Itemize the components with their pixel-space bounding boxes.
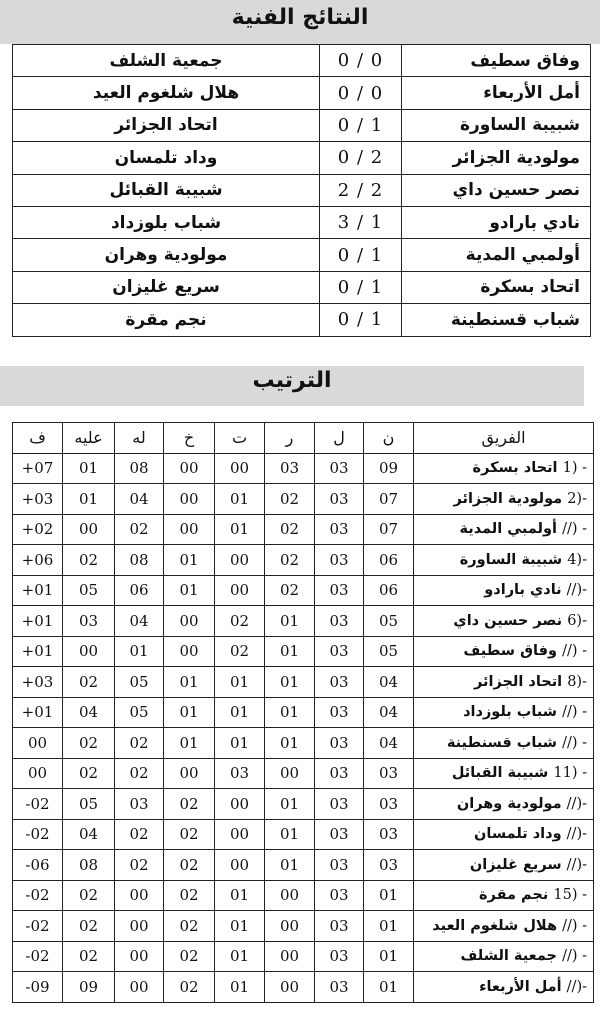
match-score: 0 / 1 bbox=[320, 271, 402, 303]
rank-label: //) - bbox=[562, 948, 587, 965]
standings-row bbox=[13, 819, 594, 850]
draw: 00 bbox=[215, 453, 265, 484]
team-name: شباب بلوزداد bbox=[463, 704, 557, 721]
team-name: وفاق سطيف bbox=[463, 643, 557, 660]
team-cell bbox=[414, 606, 594, 637]
header-won: ر bbox=[265, 423, 315, 454]
goals-for: 05 bbox=[115, 667, 164, 698]
played: 03 bbox=[315, 789, 364, 820]
rank-label: //)- bbox=[566, 795, 587, 812]
goal-diff: +01 bbox=[13, 606, 63, 637]
goals-against: 04 bbox=[63, 697, 115, 728]
played: 03 bbox=[315, 636, 364, 667]
draw: 00 bbox=[215, 819, 265, 850]
away-team: هلال شلغوم العيد bbox=[13, 77, 320, 109]
won: 00 bbox=[265, 911, 315, 942]
points: 04 bbox=[364, 728, 414, 759]
draw: 03 bbox=[215, 758, 265, 789]
rank-label: 1) - bbox=[562, 460, 587, 477]
goals-for: 00 bbox=[115, 911, 164, 942]
standings-row bbox=[13, 697, 594, 728]
won: 00 bbox=[265, 880, 315, 911]
draw: 01 bbox=[215, 911, 265, 942]
goals-against: 02 bbox=[63, 911, 115, 942]
goals-for: 04 bbox=[115, 606, 164, 637]
goals-for: 05 bbox=[115, 697, 164, 728]
home-team: شبيبة الساورة bbox=[402, 109, 591, 141]
team-cell bbox=[414, 667, 594, 698]
results-table bbox=[12, 44, 591, 337]
goal-diff: +01 bbox=[13, 575, 63, 606]
team-name: نصر حسين داي bbox=[453, 612, 563, 629]
team-name: نجم مقرة bbox=[479, 887, 549, 904]
away-team: وداد تلمسان bbox=[13, 142, 320, 174]
rank-label: 2)- bbox=[567, 490, 587, 507]
rank-label: //)- bbox=[566, 978, 587, 995]
points: 06 bbox=[364, 575, 414, 606]
standings-row bbox=[13, 789, 594, 820]
team-cell bbox=[414, 636, 594, 667]
team-cell bbox=[414, 545, 594, 576]
standings-row bbox=[13, 636, 594, 667]
goal-diff: -06 bbox=[13, 850, 63, 881]
team-name: شبيبة القبائل bbox=[451, 765, 549, 782]
goals-for: 00 bbox=[115, 941, 164, 972]
draw: 00 bbox=[215, 575, 265, 606]
standings-row bbox=[13, 758, 594, 789]
goal-diff: +02 bbox=[13, 514, 63, 545]
lost: 02 bbox=[164, 880, 215, 911]
match-score: 0 / 1 bbox=[320, 239, 402, 271]
goal-diff: +01 bbox=[13, 697, 63, 728]
home-team: اتحاد بسكرة bbox=[402, 271, 591, 303]
played: 03 bbox=[315, 911, 364, 942]
results-title: النتائج الفنية bbox=[0, 0, 600, 44]
match-score: 0 / 1 bbox=[320, 109, 402, 141]
won: 01 bbox=[265, 850, 315, 881]
standings-row bbox=[13, 941, 594, 972]
won: 01 bbox=[265, 697, 315, 728]
home-team: وفاق سطيف bbox=[402, 45, 591, 77]
goals-for: 00 bbox=[115, 880, 164, 911]
team-cell bbox=[414, 880, 594, 911]
team-cell bbox=[414, 484, 594, 515]
goals-against: 04 bbox=[63, 819, 115, 850]
draw: 01 bbox=[215, 972, 265, 1003]
standings-table bbox=[12, 422, 594, 1003]
rank-label: //) - bbox=[562, 917, 587, 934]
standings-row bbox=[13, 880, 594, 911]
match-score: 3 / 1 bbox=[320, 206, 402, 238]
standings-row bbox=[13, 667, 594, 698]
played: 03 bbox=[315, 728, 364, 759]
lost: 00 bbox=[164, 636, 215, 667]
goals-against: 05 bbox=[63, 789, 115, 820]
draw: 01 bbox=[215, 667, 265, 698]
lost: 00 bbox=[164, 606, 215, 637]
goal-diff: +07 bbox=[13, 453, 63, 484]
draw: 01 bbox=[215, 880, 265, 911]
rank-label: 15) - bbox=[553, 887, 587, 904]
lost: 00 bbox=[164, 758, 215, 789]
lost: 02 bbox=[164, 819, 215, 850]
header-diff: ف bbox=[13, 423, 63, 454]
goals-against: 01 bbox=[63, 453, 115, 484]
team-name: مولودية وهران bbox=[456, 795, 562, 812]
points: 07 bbox=[364, 514, 414, 545]
team-cell bbox=[414, 697, 594, 728]
lost: 01 bbox=[164, 728, 215, 759]
points: 01 bbox=[364, 911, 414, 942]
points: 07 bbox=[364, 484, 414, 515]
standings-row bbox=[13, 911, 594, 942]
team-name: هلال شلغوم العيد bbox=[432, 917, 557, 934]
points: 03 bbox=[364, 850, 414, 881]
rank-label: //) - bbox=[562, 521, 587, 538]
standings-row bbox=[13, 514, 594, 545]
team-name: نادي بارادو bbox=[484, 582, 562, 599]
team-cell bbox=[414, 972, 594, 1003]
team-cell bbox=[414, 575, 594, 606]
points: 04 bbox=[364, 667, 414, 698]
goal-diff: 00 bbox=[13, 758, 63, 789]
goal-diff: +01 bbox=[13, 636, 63, 667]
match-score: 0 / 2 bbox=[320, 142, 402, 174]
points: 09 bbox=[364, 453, 414, 484]
match-score: 0 / 0 bbox=[320, 77, 402, 109]
played: 03 bbox=[315, 667, 364, 698]
played: 03 bbox=[315, 819, 364, 850]
points: 03 bbox=[364, 758, 414, 789]
lost: 01 bbox=[164, 545, 215, 576]
played: 03 bbox=[315, 484, 364, 515]
points: 01 bbox=[364, 880, 414, 911]
goals-for: 02 bbox=[115, 850, 164, 881]
result-row bbox=[13, 271, 591, 303]
goals-for: 04 bbox=[115, 484, 164, 515]
won: 00 bbox=[265, 972, 315, 1003]
goal-diff: +06 bbox=[13, 545, 63, 576]
won: 01 bbox=[265, 819, 315, 850]
goals-against: 05 bbox=[63, 575, 115, 606]
home-team: أولمبي المدية bbox=[402, 239, 591, 271]
away-team: اتحاد الجزائر bbox=[13, 109, 320, 141]
result-row bbox=[13, 304, 591, 336]
team-name: أمل الأربعاء bbox=[479, 978, 562, 995]
lost: 02 bbox=[164, 972, 215, 1003]
goals-for: 03 bbox=[115, 789, 164, 820]
goals-for: 08 bbox=[115, 453, 164, 484]
header-goals-for: له bbox=[115, 423, 164, 454]
team-name: مولودية الجزائر bbox=[453, 490, 563, 507]
team-cell bbox=[414, 758, 594, 789]
team-cell bbox=[414, 850, 594, 881]
team-cell bbox=[414, 453, 594, 484]
draw: 01 bbox=[215, 697, 265, 728]
draw: 01 bbox=[215, 941, 265, 972]
goals-for: 06 bbox=[115, 575, 164, 606]
goals-against: 02 bbox=[63, 758, 115, 789]
draw: 00 bbox=[215, 789, 265, 820]
lost: 02 bbox=[164, 911, 215, 942]
goals-against: 01 bbox=[63, 484, 115, 515]
goal-diff: -02 bbox=[13, 880, 63, 911]
goals-for: 01 bbox=[115, 636, 164, 667]
goals-against: 02 bbox=[63, 545, 115, 576]
lost: 00 bbox=[164, 484, 215, 515]
rank-label: //)- bbox=[566, 856, 587, 873]
draw: 00 bbox=[215, 545, 265, 576]
won: 02 bbox=[265, 484, 315, 515]
standings-title: الترتيب bbox=[0, 366, 584, 406]
lost: 00 bbox=[164, 453, 215, 484]
played: 03 bbox=[315, 545, 364, 576]
result-row bbox=[13, 206, 591, 238]
standings-row bbox=[13, 972, 594, 1003]
played: 03 bbox=[315, 514, 364, 545]
standings-row bbox=[13, 850, 594, 881]
lost: 02 bbox=[164, 941, 215, 972]
team-cell bbox=[414, 819, 594, 850]
played: 03 bbox=[315, 697, 364, 728]
result-row bbox=[13, 239, 591, 271]
lost: 02 bbox=[164, 789, 215, 820]
goal-diff: -02 bbox=[13, 789, 63, 820]
team-cell bbox=[414, 941, 594, 972]
away-team: شبيبة القبائل bbox=[13, 174, 320, 206]
won: 00 bbox=[265, 941, 315, 972]
result-row bbox=[13, 109, 591, 141]
rank-label: 8)- bbox=[567, 673, 587, 690]
standings-row bbox=[13, 545, 594, 576]
standings-row bbox=[13, 453, 594, 484]
won: 01 bbox=[265, 667, 315, 698]
away-team: مولودية وهران bbox=[13, 239, 320, 271]
rank-label: //) - bbox=[562, 704, 587, 721]
lost: 01 bbox=[164, 575, 215, 606]
points: 03 bbox=[364, 789, 414, 820]
team-name: شباب قسنطينة bbox=[446, 734, 557, 751]
rank-label: //) - bbox=[562, 734, 587, 751]
lost: 02 bbox=[164, 850, 215, 881]
played: 03 bbox=[315, 575, 364, 606]
standings-row bbox=[13, 575, 594, 606]
team-name: شبيبة الساورة bbox=[459, 551, 563, 568]
points: 01 bbox=[364, 941, 414, 972]
header-draw: ت bbox=[215, 423, 265, 454]
draw: 01 bbox=[215, 484, 265, 515]
played: 03 bbox=[315, 758, 364, 789]
away-team: شباب بلوزداد bbox=[13, 206, 320, 238]
goals-against: 08 bbox=[63, 850, 115, 881]
team-cell bbox=[414, 789, 594, 820]
rank-label: //)- bbox=[566, 582, 587, 599]
won: 01 bbox=[265, 606, 315, 637]
away-team: سريع غليزان bbox=[13, 271, 320, 303]
rank-label: 4)- bbox=[567, 551, 587, 568]
match-score: 2 / 2 bbox=[320, 174, 402, 206]
team-cell bbox=[414, 514, 594, 545]
won: 03 bbox=[265, 453, 315, 484]
won: 02 bbox=[265, 545, 315, 576]
draw: 02 bbox=[215, 636, 265, 667]
lost: 01 bbox=[164, 697, 215, 728]
goal-diff: 00 bbox=[13, 728, 63, 759]
goals-against: 02 bbox=[63, 667, 115, 698]
played: 03 bbox=[315, 606, 364, 637]
away-team: جمعية الشلف bbox=[13, 45, 320, 77]
team-name: سريع غليزان bbox=[469, 856, 562, 873]
goals-against: 00 bbox=[63, 514, 115, 545]
draw: 01 bbox=[215, 514, 265, 545]
standings-row bbox=[13, 484, 594, 515]
draw: 01 bbox=[215, 728, 265, 759]
home-team: شباب قسنطينة bbox=[402, 304, 591, 336]
rank-label: 6)- bbox=[567, 612, 587, 629]
rank-label: 11) - bbox=[553, 765, 587, 782]
header-team: الفريق bbox=[414, 423, 594, 454]
played: 03 bbox=[315, 850, 364, 881]
rank-label: //) - bbox=[562, 643, 587, 660]
result-row bbox=[13, 142, 591, 174]
won: 01 bbox=[265, 728, 315, 759]
rank-label: //)- bbox=[566, 826, 587, 843]
result-row bbox=[13, 77, 591, 109]
won: 02 bbox=[265, 514, 315, 545]
home-team: نصر حسين داي bbox=[402, 174, 591, 206]
points: 01 bbox=[364, 972, 414, 1003]
goal-diff: -02 bbox=[13, 911, 63, 942]
played: 03 bbox=[315, 972, 364, 1003]
goals-against: 02 bbox=[63, 728, 115, 759]
goals-for: 02 bbox=[115, 728, 164, 759]
match-score: 0 / 1 bbox=[320, 304, 402, 336]
goals-against: 00 bbox=[63, 636, 115, 667]
played: 03 bbox=[315, 941, 364, 972]
header-goals-against: عليه bbox=[63, 423, 115, 454]
won: 02 bbox=[265, 575, 315, 606]
won: 01 bbox=[265, 636, 315, 667]
home-team: أمل الأربعاء bbox=[402, 77, 591, 109]
goals-against: 02 bbox=[63, 941, 115, 972]
team-name: اتحاد الجزائر bbox=[474, 673, 563, 690]
team-cell bbox=[414, 911, 594, 942]
goals-against: 02 bbox=[63, 880, 115, 911]
team-cell bbox=[414, 728, 594, 759]
draw: 00 bbox=[215, 850, 265, 881]
header-lost: خ bbox=[164, 423, 215, 454]
points: 04 bbox=[364, 697, 414, 728]
won: 01 bbox=[265, 789, 315, 820]
goals-for: 02 bbox=[115, 758, 164, 789]
goals-for: 00 bbox=[115, 972, 164, 1003]
points: 03 bbox=[364, 819, 414, 850]
goal-diff: -02 bbox=[13, 941, 63, 972]
played: 03 bbox=[315, 453, 364, 484]
header-played: ل bbox=[315, 423, 364, 454]
match-score: 0 / 0 bbox=[320, 45, 402, 77]
points: 06 bbox=[364, 545, 414, 576]
points: 05 bbox=[364, 636, 414, 667]
header-points: ن bbox=[364, 423, 414, 454]
won: 00 bbox=[265, 758, 315, 789]
lost: 01 bbox=[164, 667, 215, 698]
team-name: جمعية الشلف bbox=[460, 948, 557, 965]
goal-diff: +03 bbox=[13, 667, 63, 698]
team-name: أولمبي المدية bbox=[459, 521, 557, 538]
lost: 00 bbox=[164, 514, 215, 545]
goal-diff: +03 bbox=[13, 484, 63, 515]
points: 05 bbox=[364, 606, 414, 637]
home-team: مولودية الجزائر bbox=[402, 142, 591, 174]
standings-row bbox=[13, 728, 594, 759]
home-team: نادي بارادو bbox=[402, 206, 591, 238]
goals-against: 09 bbox=[63, 972, 115, 1003]
goal-diff: -09 bbox=[13, 972, 63, 1003]
goals-for: 08 bbox=[115, 545, 164, 576]
goals-for: 02 bbox=[115, 819, 164, 850]
standings-row bbox=[13, 606, 594, 637]
goals-for: 02 bbox=[115, 514, 164, 545]
team-name: وداد تلمسان bbox=[474, 826, 562, 843]
standings-header-row bbox=[13, 423, 594, 454]
result-row bbox=[13, 45, 591, 77]
played: 03 bbox=[315, 880, 364, 911]
result-row bbox=[13, 174, 591, 206]
draw: 02 bbox=[215, 606, 265, 637]
goal-diff: -02 bbox=[13, 819, 63, 850]
team-name: اتحاد بسكرة bbox=[472, 460, 558, 477]
goals-against: 03 bbox=[63, 606, 115, 637]
away-team: نجم مقرة bbox=[13, 304, 320, 336]
